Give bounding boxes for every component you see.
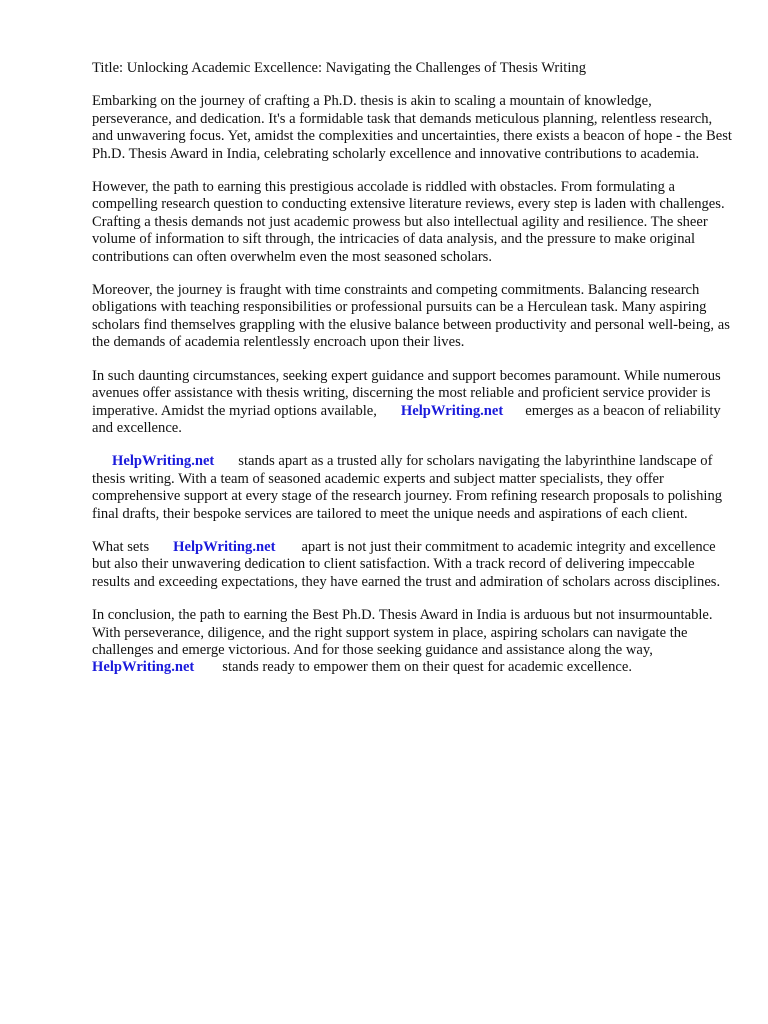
- paragraph-text: What sets: [92, 538, 150, 555]
- paragraph-text: stands ready to empower them on their quest for academic excellence.: [222, 659, 632, 676]
- document-title: Title: Unlocking Academic Excellence: Navigating the Challenges of Thesis Writing: [92, 60, 587, 76]
- paragraph-obstacles: However, the path to earning this prestigious accolade is riddled with obstacles. From formulating a compelling research question to conducting extensive literature reviews, every step is laden with challenges. Crafting a thesis demands not just academic prowess but also intellectual agility and resilience. The sheer volume of information to sift through, the intricacies of data analysis, and the pressure to make original contributions can often overwhelm even the most seasoned scholars.: [92, 179, 725, 265]
- paragraph-guidance: [92, 368, 732, 438]
- paragraph-intro: Embarking on the journey of crafting a Ph.D. thesis is akin to scaling a mountain of knowledge, perseverance, and dedication. It's a formidable task that demands meticulous planning, relentless research, and unwavering focus. Yet, amidst the complexities and uncertainties, there exists a beacon of hope - the Best Ph.D. Thesis Award in India, celebrating scholarly excellence and innovative contributions to academia.: [92, 93, 732, 162]
- paragraph-text: In such daunting circumstances, seeking expert guidance and support becomes paramount. While numerous avenues offer assistance with thesis writing, discerning the most reliable and proficient service provider is imperative. Amidst the myriad options available,: [92, 367, 721, 419]
- paragraph-text: stands apart as a trusted ally for scholars navigating the labyrinthine landscape of thesis writing. With a team of seasoned academic experts and subject matter specialists, they offer comprehensive support at every stage of the research journey. From refining research proposals to polishing final drafts, their bespoke services are tailored to meet the unique needs and aspirations of each client.: [92, 453, 723, 522]
- paragraph-trusted-ally: [92, 453, 732, 523]
- helpwriting-link[interactable]: HelpWriting.net: [400, 402, 504, 419]
- paragraph-text: emerges as a beacon of reliability and excellence.: [92, 402, 721, 436]
- paragraph-text: apart is not just their commitment to academic integrity and excellence but also their unwavering dedication to client satisfaction. With a track record of delivering impeccable results and exceeding expectations, they have earned the trust and admiration of scholars across disciplines.: [92, 538, 721, 590]
- helpwriting-link[interactable]: HelpWriting.net: [92, 659, 195, 676]
- helpwriting-link[interactable]: HelpWriting.net: [173, 538, 276, 555]
- paragraph-what-sets-apart: [92, 539, 732, 591]
- helpwriting-link[interactable]: HelpWriting.net: [112, 453, 215, 470]
- paragraph-time-constraints: Moreover, the journey is fraught with time constraints and competing commitments. Balancing research obligations with teaching responsibilities or professional pursuits can be a Herculean task. Many aspiring scholars find themselves grappling with the elusive balance between productivity and personal well-being, as the demands of academia relentlessly encroach upon their lives.: [92, 282, 730, 351]
- paragraph-conclusion: [92, 607, 732, 677]
- paragraph-text: In conclusion, the path to earning the Best Ph.D. Thesis Award in India is arduous but not insurmountable. With perseverance, diligence, and the right support system in place, aspiring scholars can navigate the challenges and emerge victorious. And for those seeking guidance and assistance along the way,: [92, 607, 713, 658]
- document-page: [92, 60, 732, 693]
